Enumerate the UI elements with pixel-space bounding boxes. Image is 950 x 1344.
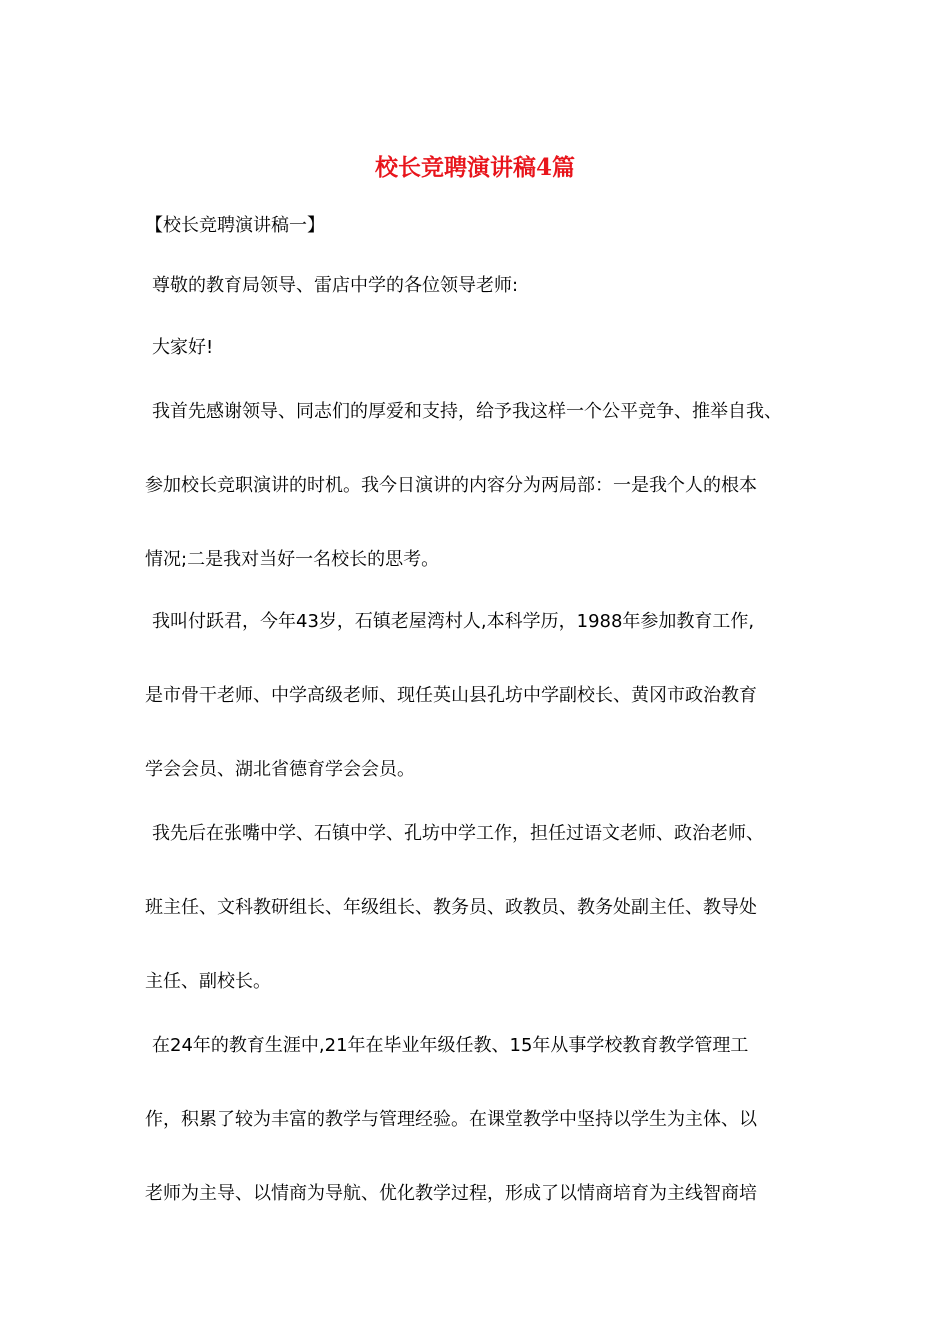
paragraph-line: 在24年的教育生涯中,21年在毕业年级任教、15年从事学校教育教学管理工	[152, 1035, 749, 1056]
section-heading: 【校长竞聘演讲稿一】	[145, 215, 325, 236]
paragraph-line: 学会会员、湖北省德育学会会员。	[145, 759, 415, 780]
salutation-line: 尊敬的教育局领导、雷店中学的各位领导老师:	[152, 275, 519, 296]
paragraph-line: 我叫付跃君，今年43岁，石镇老屋湾村人,本科学历，1988年参加教育工作,	[152, 611, 755, 632]
paragraph-line: 主任、副校长。	[145, 971, 271, 992]
paragraph-line: 是市骨干老师、中学高级老师、现任英山县孔坊中学副校长、黄冈市政治教育	[145, 685, 757, 706]
paragraph-line: 班主任、文科教研组长、年级组长、教务员、政教员、教务处副主任、教导处	[145, 897, 757, 918]
greeting-line: 大家好!	[152, 337, 214, 358]
paragraph-line: 情况;二是我对当好一名校长的思考。	[145, 549, 440, 570]
paragraph-line: 老师为主导、以情商为导航、优化教学过程，形成了以情商培育为主线智商培	[145, 1183, 757, 1204]
paragraph-line: 参加校长竞职演讲的时机。我今日演讲的内容分为两局部：一是我个人的根本	[145, 475, 757, 496]
paragraph-line: 作，积累了较为丰富的教学与管理经验。在课堂教学中坚持以学生为主体、以	[145, 1109, 757, 1130]
paragraph-line: 我先后在张嘴中学、石镇中学、孔坊中学工作，担任过语文老师、政治老师、	[152, 823, 764, 844]
document-title: 校长竞聘演讲稿4篇	[374, 154, 575, 181]
paragraph-line: 我首先感谢领导、同志们的厚爱和支持，给予我这样一个公平竞争、推举自我、	[152, 401, 782, 422]
